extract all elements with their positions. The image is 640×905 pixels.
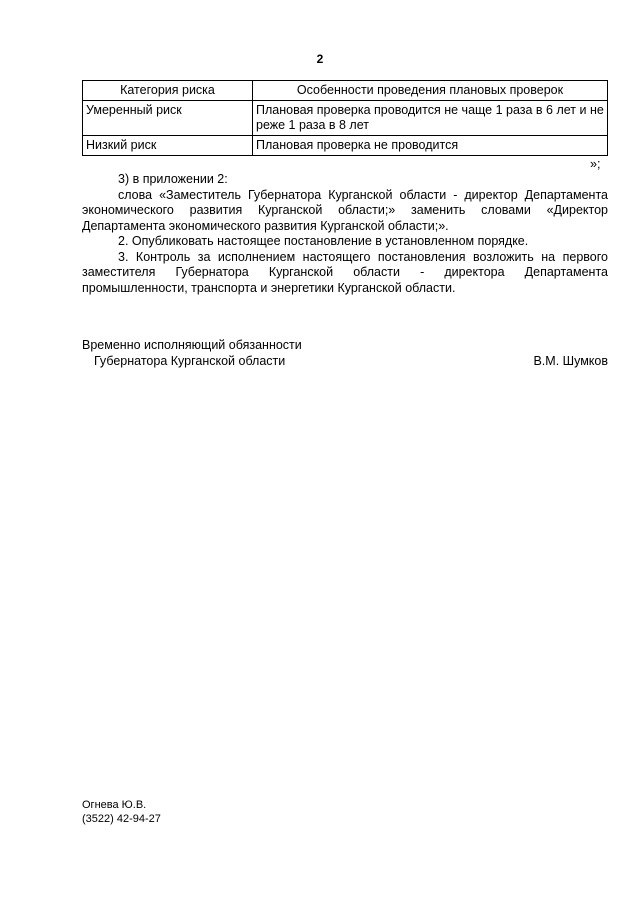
signature-block (82, 337, 608, 369)
author-name: Огнева Ю.В. (82, 799, 147, 811)
page-number: 2 (316, 52, 324, 66)
footer-contact (82, 798, 161, 826)
paragraph: 3) в приложении 2: (118, 172, 228, 186)
table-cell: Низкий риск (83, 136, 253, 156)
paragraph: слова «Заместитель Губернатора Курганской области - директор Департамента экономического развития Курганской области;» заменить словами «Директор Департамента экономического развития Курганской области;». (82, 187, 608, 233)
table-cell: Умеренный риск (83, 101, 253, 136)
table-cell: Плановая проверка проводится не чаще 1 раза в 6 лет и не реже 1 раза в 8 лет (253, 101, 608, 136)
risk-category-table (82, 80, 608, 156)
author-phone: (3522) 42-94-27 (82, 813, 161, 825)
signatory-title-line1: Временно исполняющий обязанности (82, 338, 302, 352)
table-header-row (83, 81, 608, 101)
table-row (83, 136, 608, 156)
decree-body (82, 172, 608, 296)
signatory-title-line2: Губернатора Курганской области (94, 354, 286, 368)
table-row (83, 101, 608, 136)
table-cell: Плановая проверка не проводится (253, 136, 608, 156)
table-header-cell: Категория риска (83, 81, 253, 101)
table-header-cell: Особенности проведения плановых проверок (253, 81, 608, 101)
closing-quote: »; (590, 157, 601, 171)
signatory-name: В.М. Шумков (533, 354, 608, 368)
paragraph: 2. Опубликовать настоящее постановление в установленном порядке. (118, 234, 529, 248)
paragraph: 3. Контроль за исполнением настоящего постановления возложить на первого заместителя Губернатора Курганской области - директора Департамента промышленности, транспорта и энергетики Курганской области. (82, 249, 608, 295)
